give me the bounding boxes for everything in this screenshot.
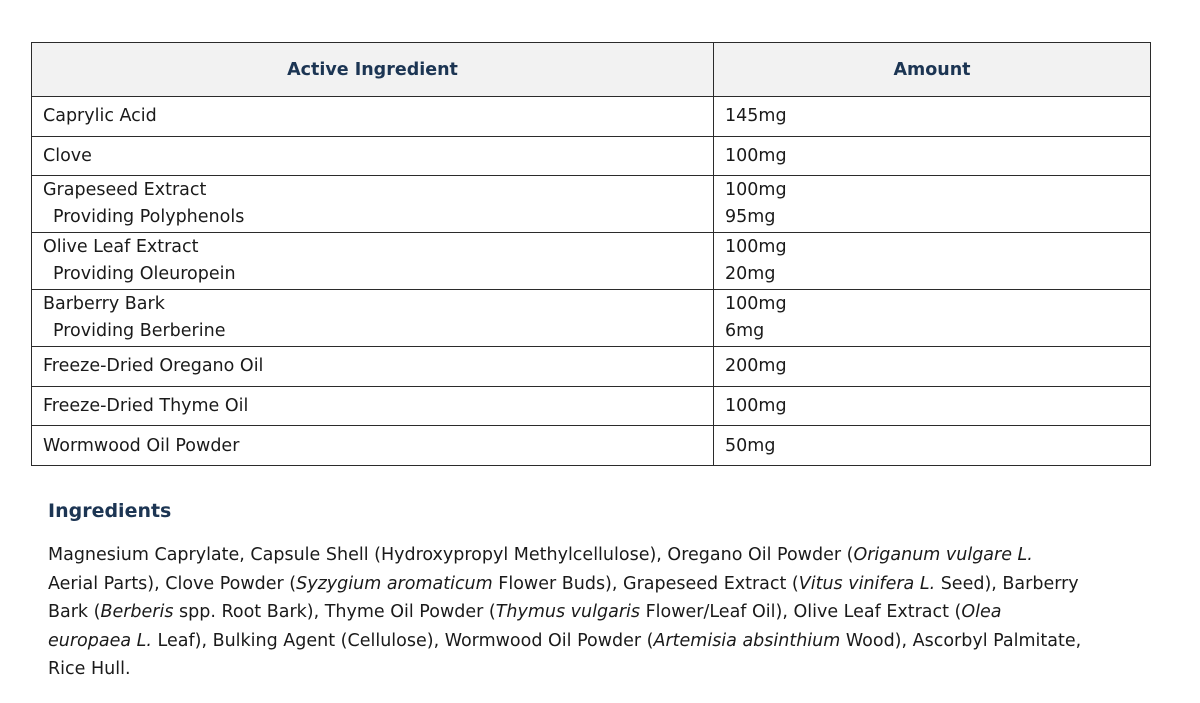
table-row: [32, 426, 1151, 466]
ingredient-amount: 100mg: [725, 237, 787, 257]
ingredient-amount: 95mg: [725, 207, 776, 227]
amount-cell: [714, 136, 1151, 176]
ingredient-text: Flower Buds), Grapeseed Extract (: [492, 573, 799, 594]
ingredient-amount: 200mg: [725, 356, 787, 377]
ingredient-text: Seed), Barberry Bark (: [48, 573, 1079, 622]
ingredient-text: Leaf), Bulking Agent (Cellulose), Wormwood Oil Powder (: [151, 630, 654, 651]
botanical-name: Thymus vulgaris: [495, 602, 640, 622]
ingredient-text: Wood), Ascorbyl Palmitate, Rice Hull.: [48, 630, 1082, 679]
table-row: [32, 136, 1151, 176]
ingredient-name: Freeze-Dried Thyme Oil: [43, 395, 249, 416]
ingredient-amount: 100mg: [725, 180, 787, 200]
ingredient-amount: 100mg: [725, 395, 787, 416]
botanical-name: Syzygium aromaticum: [296, 573, 493, 594]
ingredient-amount: 20mg: [725, 264, 776, 284]
ingredient-name: Clove: [43, 145, 92, 166]
table-row: [32, 347, 1151, 387]
ingredient-amount: 145mg: [725, 106, 787, 127]
botanical-name: Artemisia absinthium: [653, 630, 841, 651]
ingredient-name: Barberry Bark: [43, 294, 165, 314]
ingredient-cell: [32, 386, 714, 426]
botanical-name: Vitus vinifera L.: [798, 573, 936, 594]
ingredient-sub-name: Providing Polyphenols: [53, 207, 245, 227]
ingredient-cell: [32, 97, 714, 137]
ingredients-list-text: [48, 541, 1088, 684]
header-active-ingredient: Active Ingredient: [32, 43, 714, 97]
botanical-name: Berberis: [100, 602, 174, 622]
amount-cell: [714, 233, 1151, 290]
ingredient-cell: [32, 426, 714, 466]
ingredients-heading: Ingredients: [48, 500, 172, 522]
amount-cell: [714, 176, 1151, 233]
header-amount: Amount: [714, 43, 1151, 97]
amount-cell: [714, 290, 1151, 347]
ingredient-cell: [32, 347, 714, 387]
active-ingredients-table: [31, 42, 1151, 466]
ingredient-amount: 100mg: [725, 294, 787, 314]
botanical-name: Olea europaea L.: [48, 602, 1002, 651]
ingredient-name: Olive Leaf Extract: [43, 237, 199, 257]
table-header-row: [32, 43, 1151, 97]
amount-cell: [714, 426, 1151, 466]
table-row: [32, 290, 1151, 347]
ingredient-cell: [32, 290, 714, 347]
ingredient-name: Caprylic Acid: [43, 106, 157, 127]
table-body: [32, 97, 1151, 466]
ingredient-cell: [32, 176, 714, 233]
amount-cell: [714, 386, 1151, 426]
ingredient-amount: 100mg: [725, 145, 787, 166]
ingredient-sub-name: Providing Berberine: [53, 321, 226, 341]
ingredient-text: Magnesium Caprylate, Capsule Shell (Hydroxypropyl Methylcellulose), Oregano Oil Powder (: [48, 545, 854, 565]
ingredient-cell: [32, 233, 714, 290]
ingredient-text: Flower/Leaf Oil), Olive Leaf Extract (: [640, 602, 962, 622]
table-row: [32, 176, 1151, 233]
ingredient-name: Wormwood Oil Powder: [43, 435, 240, 456]
ingredient-sub-name: Providing Oleuropein: [53, 264, 236, 284]
ingredient-name: Freeze-Dried Oregano Oil: [43, 356, 264, 377]
table-row: [32, 386, 1151, 426]
ingredient-amount: 6mg: [725, 321, 765, 341]
table-row: [32, 233, 1151, 290]
ingredient-amount: 50mg: [725, 435, 776, 456]
botanical-name: Origanum vulgare L.: [853, 545, 1033, 565]
ingredient-name: Grapeseed Extract: [43, 180, 207, 200]
ingredient-text: spp. Root Bark), Thyme Oil Powder (: [173, 602, 496, 622]
ingredient-text: Aerial Parts), Clove Powder (: [48, 573, 297, 594]
ingredient-cell: [32, 136, 714, 176]
amount-cell: [714, 347, 1151, 387]
table-row: [32, 97, 1151, 137]
amount-cell: [714, 97, 1151, 137]
